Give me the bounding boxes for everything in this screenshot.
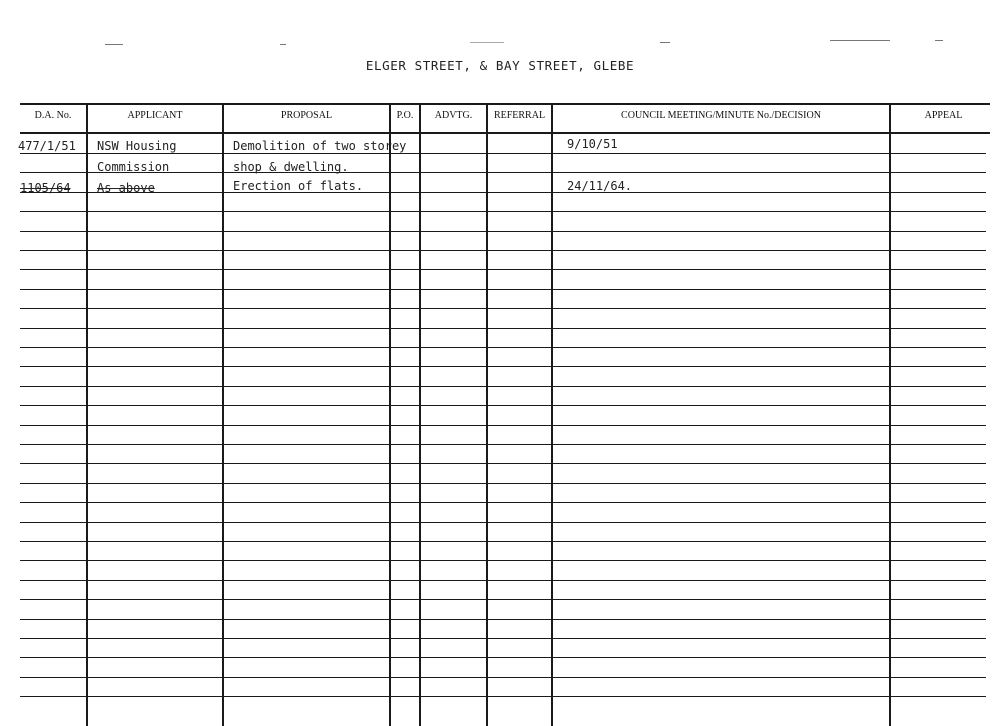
ruled-line <box>20 231 986 232</box>
ruled-line <box>20 269 986 270</box>
ruled-line <box>20 638 986 639</box>
ruled-line <box>20 522 986 523</box>
page-title: ELGER STREET, & BAY STREET, GLEBE <box>365 58 635 73</box>
ruled-line <box>20 580 986 581</box>
column-header-proposal: PROPOSAL <box>280 110 333 121</box>
table-cell-applicant: Commission <box>97 160 170 174</box>
ruled-line <box>20 502 986 503</box>
column-divider <box>419 103 421 726</box>
ruled-line <box>20 386 986 387</box>
ruled-line <box>20 366 986 367</box>
table-cell-applicant: NSW Housing <box>97 139 177 153</box>
ruled-line <box>20 560 986 561</box>
ruled-line <box>20 308 986 309</box>
ruled-line <box>20 444 986 445</box>
column-divider <box>86 103 88 726</box>
table-cell-proposal: Erection of flats. <box>233 179 364 193</box>
column-divider <box>389 103 391 726</box>
table-cell-proposal: Demolition of two storey <box>233 139 407 153</box>
table-cell-da-no: 1105/64 <box>20 181 71 195</box>
column-divider <box>486 103 488 726</box>
table-top-rule <box>20 103 990 105</box>
column-header-da-no: D.A. No. <box>34 110 72 121</box>
column-divider <box>551 103 553 726</box>
column-header-appeal: APPEAL <box>924 110 963 121</box>
ruled-line <box>20 696 986 697</box>
ruled-line <box>20 657 986 658</box>
column-header-po: P.O. <box>396 110 414 121</box>
ruled-line <box>20 425 986 426</box>
column-header-advtg: ADVTG. <box>434 110 473 121</box>
table-cell-applicant: As above <box>97 181 155 195</box>
header-bottom-rule <box>20 132 990 134</box>
ruled-line <box>20 250 986 251</box>
column-header-council-decision: COUNCIL MEETING/MINUTE No./DECISION <box>621 110 821 121</box>
column-divider <box>889 103 891 726</box>
ruled-line <box>20 192 986 193</box>
scan-speck <box>105 44 123 45</box>
scan-speck <box>660 42 670 43</box>
scan-speck <box>470 42 504 43</box>
ruled-line <box>20 347 986 348</box>
scan-speck <box>935 40 943 41</box>
ruled-line <box>20 289 986 290</box>
column-header-applicant: APPLICANT <box>127 110 183 121</box>
ruled-line <box>20 328 986 329</box>
ruled-line <box>20 153 986 154</box>
ruled-line <box>20 463 986 464</box>
ruled-line <box>20 599 986 600</box>
scan-speck <box>830 40 890 41</box>
ruled-line <box>20 541 986 542</box>
ruled-line <box>20 405 986 406</box>
ruled-line <box>20 483 986 484</box>
column-header-referral: REFERRAL <box>493 110 546 121</box>
ruled-line <box>20 619 986 620</box>
table-cell-proposal: shop & dwelling. <box>233 160 349 174</box>
ruled-line <box>20 211 986 212</box>
table-cell-decision: 24/11/64. <box>567 179 633 193</box>
ruled-line <box>20 677 986 678</box>
scan-speck <box>280 44 286 45</box>
table-cell-decision: 9/10/51 <box>567 137 618 151</box>
table-cell-da-no: 477/1/51 <box>18 139 76 153</box>
column-divider <box>222 103 224 726</box>
